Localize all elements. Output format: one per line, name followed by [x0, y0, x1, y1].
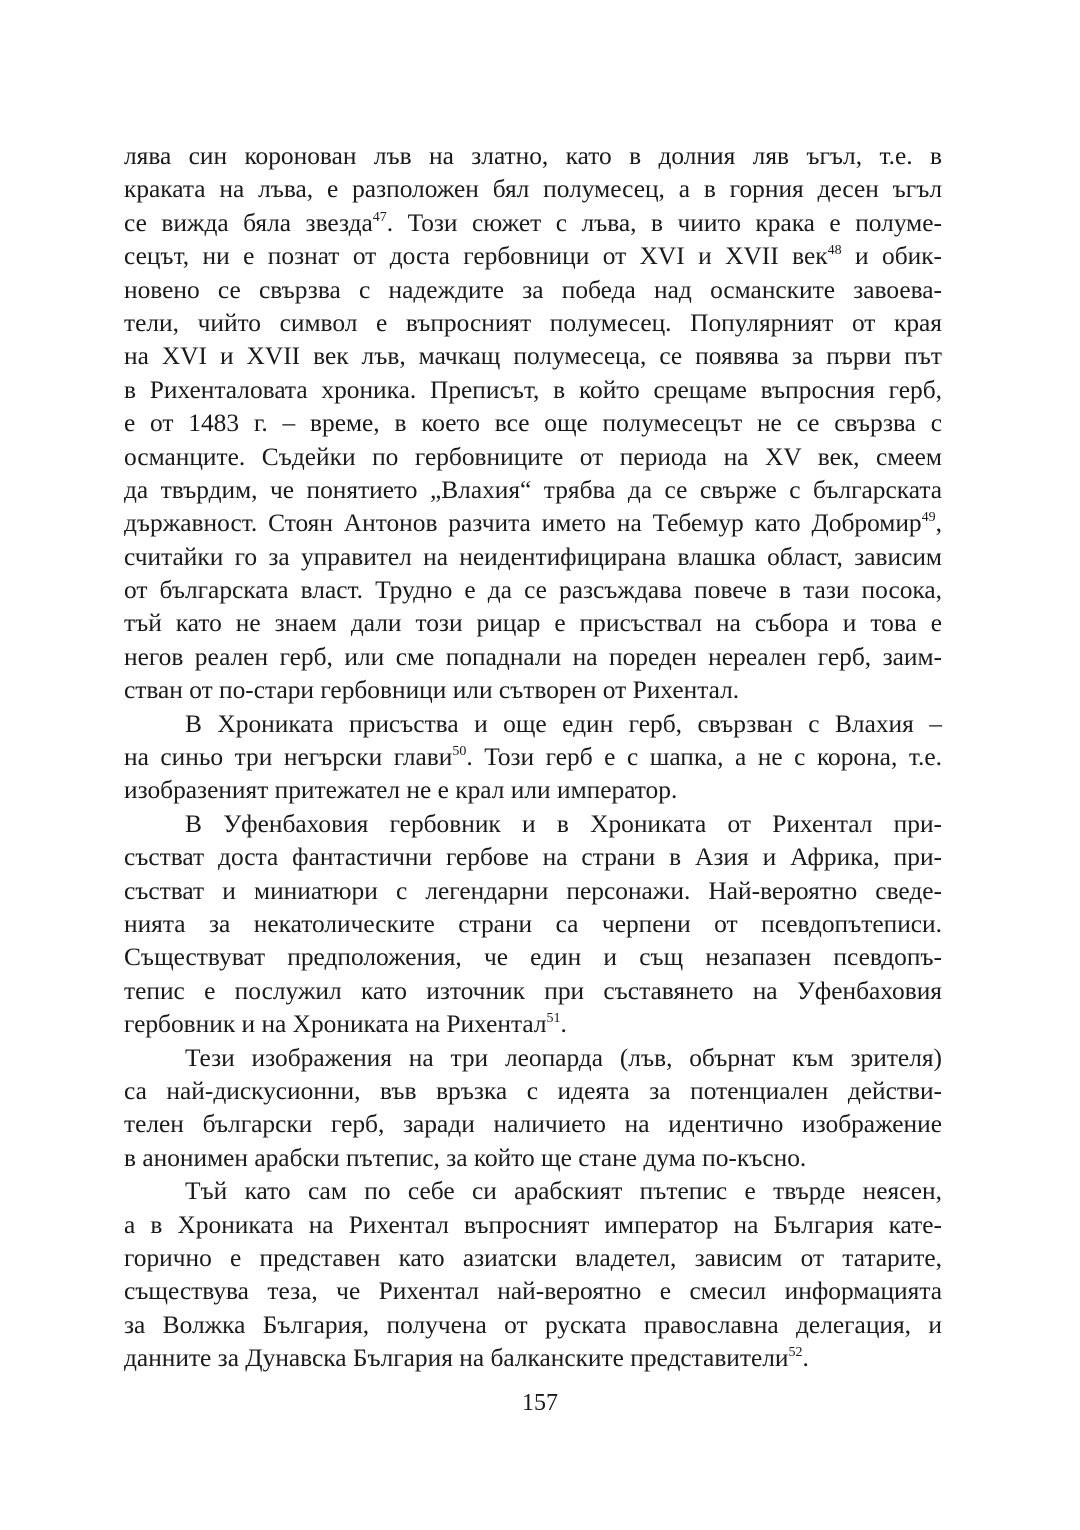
text-line: [124, 1309, 942, 1342]
text-segment: . Този герб е с шапка, а не с корона, т.е.: [466, 743, 942, 772]
text-line: [124, 340, 942, 373]
text-line: [124, 975, 942, 1008]
text-line: [124, 541, 942, 574]
text-segment: изобразеният притежател не е крал или император.: [124, 776, 678, 805]
text-segment: състват и миниатюри с легендарни персонажи. Най-вероятно сведе-: [124, 876, 942, 905]
text-segment: новено се свързва с надеждите за победа над османските завоева-: [124, 275, 942, 304]
text-segment: тъй като не знаем дали този рицар е присъствал на събора и това е: [124, 609, 942, 638]
text-line: [124, 240, 942, 273]
footnote-ref: 49: [921, 510, 936, 526]
text-line: [124, 708, 942, 741]
text-segment: .: [560, 1010, 567, 1039]
text-line: [124, 441, 942, 474]
text-segment: стван от по-стари гербовници или сътворен от Рихентал.: [124, 676, 740, 705]
text-line: [124, 207, 942, 240]
text-segment: в Рихенталовата хроника. Преписът, в който срещаме въпросния герб,: [124, 375, 942, 404]
text-line: [124, 1342, 942, 1375]
text-line: [124, 674, 942, 707]
text-segment: османците. Съдейки по гербовниците от периода на XV век, смеем: [124, 442, 942, 471]
footnote-ref: 51: [546, 1011, 561, 1027]
text-segment: от българската власт. Трудно е да се разсъждава повече в тази посока,: [124, 576, 942, 605]
text-segment: .: [802, 1344, 809, 1373]
text-segment: В Хрониката присъства и още един герб, свързван с Влахия –: [185, 709, 942, 738]
text-line: [124, 374, 942, 407]
footnote-ref: 47: [372, 209, 387, 225]
text-segment: гербовник и на Хрониката на Рихентал: [124, 1010, 547, 1039]
footnote-ref: 52: [788, 1345, 803, 1361]
text-segment: на XVI и XVII век лъв, мачкащ полумесеца, се появява за първи път: [124, 342, 942, 371]
text-segment: е от 1483 г. – време, в което все още полумесецът не се свързва с: [124, 409, 942, 438]
text-line: [124, 1042, 942, 1075]
text-line: [124, 1108, 942, 1141]
text-segment: считайки го за управител на неидентифицирана влашка област, зависим: [124, 542, 942, 571]
text-segment: горично е представен като азиатски владетел, зависим от татарите,: [124, 1243, 942, 1272]
text-line: [124, 507, 942, 540]
text-line: [124, 607, 942, 640]
paragraph: [124, 1175, 942, 1375]
text-line: [124, 908, 942, 941]
text-line: [124, 875, 942, 908]
paragraph: [124, 808, 942, 1042]
text-line: [124, 774, 942, 807]
paragraph: [124, 708, 942, 808]
text-segment: държавност. Стоян Антонов разчита името на Тебемур като Добромир: [124, 509, 922, 538]
text-segment: негов реален герб, или сме попаднали на пореден нереален герб, заим-: [124, 642, 942, 671]
text-segment: краката на лъва, е разположен бял полумесец, а в горния десен ъгъл: [124, 175, 942, 204]
text-line: [124, 1008, 942, 1041]
text-segment: тели, чийто символ е въпросният полумесец. Популярният от края: [124, 308, 942, 337]
text-line: [124, 941, 942, 974]
text-segment: съществува теза, че Рихентал най-вероятно е смесил информацията: [124, 1277, 942, 1306]
text-line: [124, 574, 942, 607]
text-line: [124, 808, 942, 841]
text-line: [124, 274, 942, 307]
page-body-text: [124, 140, 942, 1375]
text-line: [124, 1175, 942, 1208]
text-segment: в анонимен арабски пътепис, за който ще стане дума по-късно.: [124, 1143, 807, 1172]
text-segment: Тези изображения на три леопарда (лъв, обърнат към зрителя): [185, 1043, 942, 1072]
paragraph: [124, 1042, 942, 1176]
text-line: [124, 841, 942, 874]
text-segment: телен български герб, заради наличието на идентично изображение: [124, 1110, 942, 1139]
footnote-ref: 48: [827, 243, 842, 259]
text-segment: нията за некатолическите страни са черпени от псевдопътеписи.: [124, 909, 942, 938]
text-segment: да твърдим, че понятието „Влахия“ трябва да се свърже с българската: [124, 475, 942, 504]
text-segment: са най-дискусионни, във връзка с идеята за потенциален действи-: [124, 1076, 942, 1105]
text-line: [124, 173, 942, 206]
text-line: [124, 140, 942, 173]
text-segment: за Волжка България, получена от руската православна делегация, и: [124, 1310, 942, 1339]
text-line: [124, 1242, 942, 1275]
text-segment: лява син коронован лъв на златно, като в долния ляв ъгъл, т.е. в: [124, 142, 942, 170]
text-segment: на синьо три негърски глави: [124, 743, 453, 772]
text-line: [124, 641, 942, 674]
text-segment: Тъй като сам по себе си арабският пътепис е твърде неясен,: [185, 1177, 942, 1206]
text-segment: данните за Дунавска България на балканските представители: [124, 1344, 789, 1373]
text-line: [124, 1142, 942, 1175]
text-segment: В Уфенбаховия гербовник и в Хрониката от Рихентал при-: [185, 809, 942, 838]
text-segment: се вижда бяла звезда: [124, 208, 373, 237]
text-segment: . Този сюжет с лъва, в чиито крака е полуме-: [386, 208, 942, 237]
paragraph: [124, 140, 942, 708]
text-segment: ,: [935, 509, 942, 538]
text-segment: и обик-: [841, 242, 943, 271]
text-line: [124, 1275, 942, 1308]
text-segment: сецът, ни е познат от доста гербовници от XVI и XVII век: [124, 242, 828, 271]
text-segment: тепис е послужил като източник при съставянето на Уфенбаховия: [124, 976, 942, 1005]
text-segment: а в Хрониката на Рихентал въпросният император на България кате-: [124, 1210, 942, 1239]
footnote-ref: 50: [452, 744, 467, 760]
text-segment: Съществуват предположения, че един и същ незапазен псевдопъ-: [124, 943, 942, 972]
text-line: [124, 307, 942, 340]
text-segment: състват доста фантастични гербове на страни в Азия и Африка, при-: [124, 843, 942, 872]
text-line: [124, 1075, 942, 1108]
page-number: 157: [522, 1390, 558, 1416]
text-line: [124, 741, 942, 774]
text-line: [124, 474, 942, 507]
text-line: [124, 1209, 942, 1242]
text-line: [124, 407, 942, 440]
